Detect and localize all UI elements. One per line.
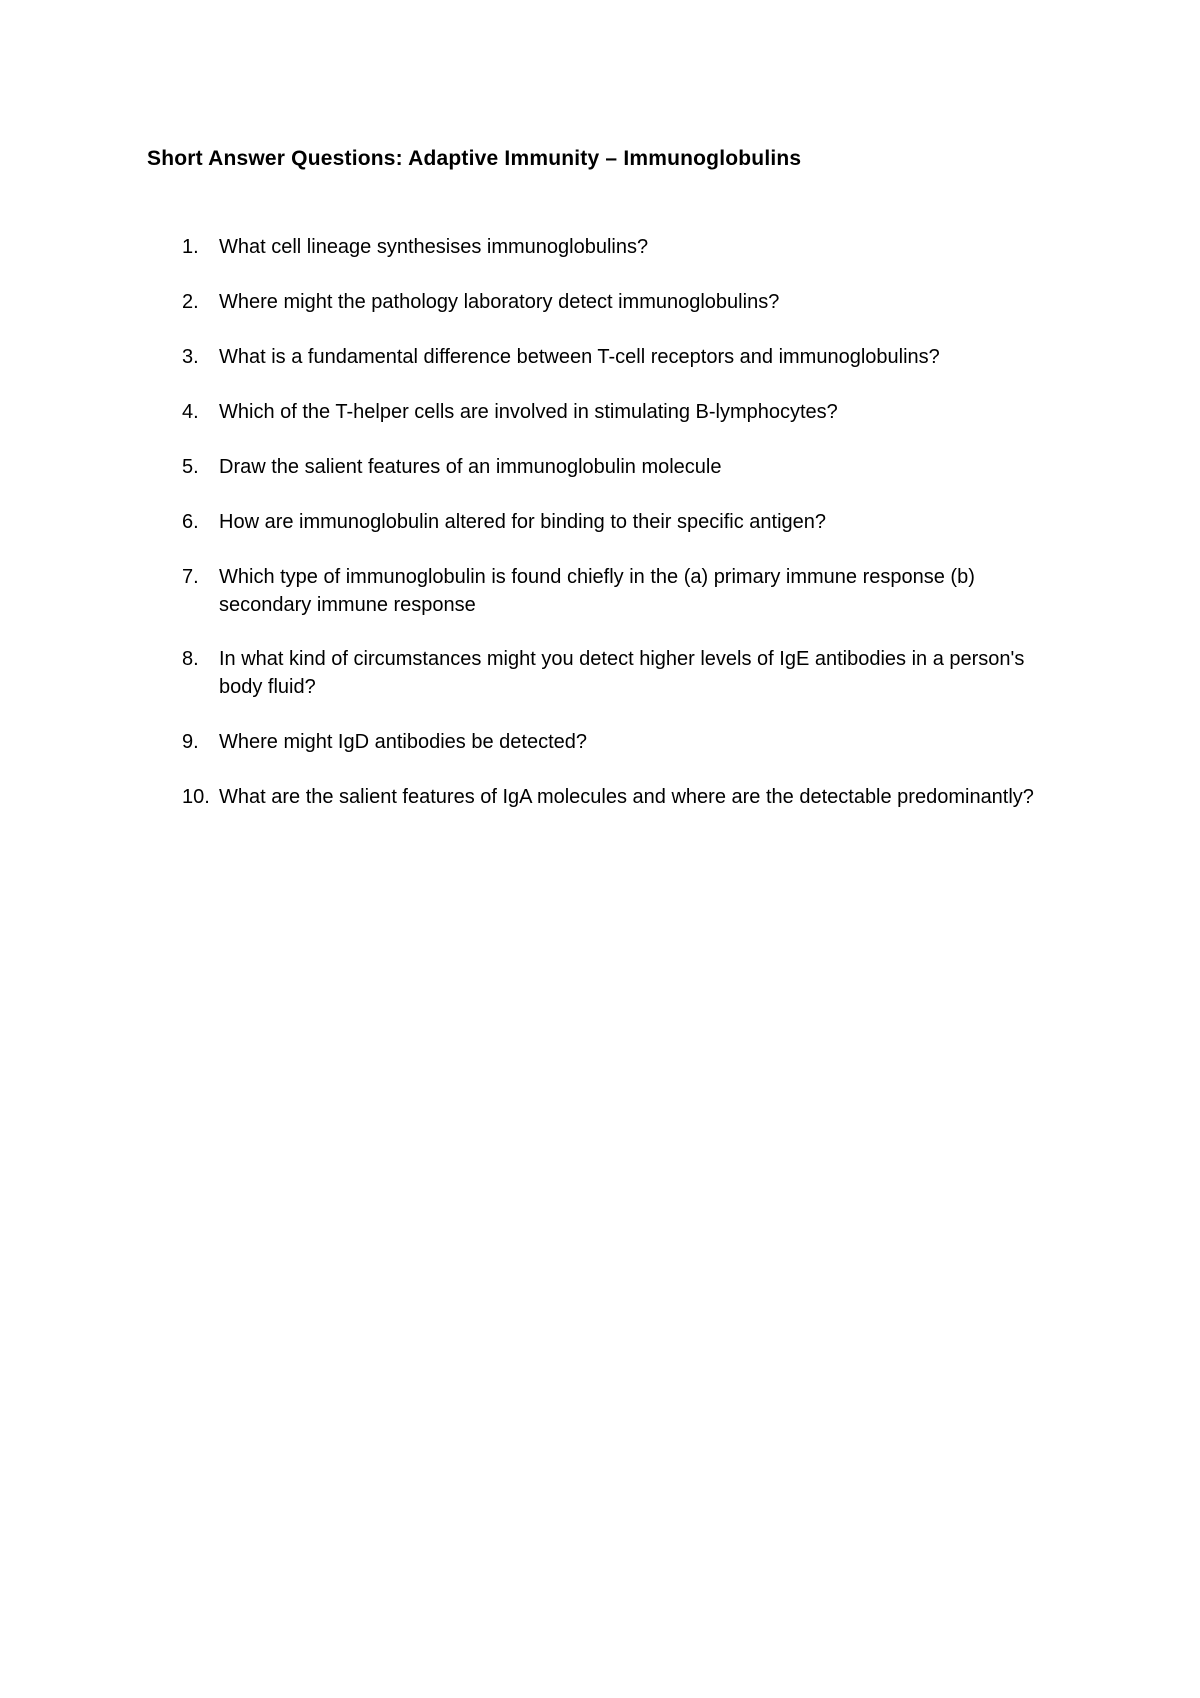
question-text: Draw the salient features of an immunoglobulin molecule	[219, 456, 722, 478]
question-list	[0, 233, 1200, 811]
question-number: 2.	[182, 291, 199, 313]
question-text: What is a fundamental difference between T-cell receptors and immunoglobulins?	[219, 346, 940, 368]
question-item-3	[0, 343, 1200, 371]
question-item-2	[0, 288, 1200, 316]
question-item-6	[0, 508, 1200, 536]
question-text: Where might IgD antibodies be detected?	[219, 731, 587, 753]
question-number: 1.	[182, 236, 199, 258]
question-item-9	[0, 728, 1200, 756]
question-text: Which type of immunoglobulin is found chiefly in the (a) primary immune response (b) secondary immune response	[219, 566, 975, 616]
question-text: Which of the T-helper cells are involved in stimulating B-lymphocytes?	[219, 401, 838, 423]
question-number: 10.	[182, 786, 210, 808]
question-number: 4.	[182, 401, 199, 423]
question-item-5	[0, 453, 1200, 481]
question-text: What are the salient features of IgA molecules and where are the detectable predominantly?	[219, 786, 1034, 808]
question-item-10	[0, 783, 1200, 811]
question-item-4	[0, 398, 1200, 426]
question-number: 8.	[182, 648, 199, 670]
question-number: 6.	[182, 511, 199, 533]
question-item-8	[0, 645, 1200, 701]
question-text: What cell lineage synthesises immunoglobulins?	[219, 236, 649, 258]
question-item-1	[0, 233, 1200, 261]
question-number: 7.	[182, 566, 199, 588]
question-text: How are immunoglobulin altered for binding to their specific antigen?	[219, 511, 827, 533]
page-title: Short Answer Questions: Adaptive Immunity – Immunoglobulins	[147, 147, 802, 170]
question-text: In what kind of circumstances might you detect higher levels of IgE antibodies in a person's body fluid?	[219, 648, 1025, 698]
question-number: 3.	[182, 346, 199, 368]
question-number: 9.	[182, 731, 199, 753]
question-text: Where might the pathology laboratory detect immunoglobulins?	[219, 291, 780, 313]
question-item-7	[0, 563, 1200, 619]
question-number: 5.	[182, 456, 199, 478]
